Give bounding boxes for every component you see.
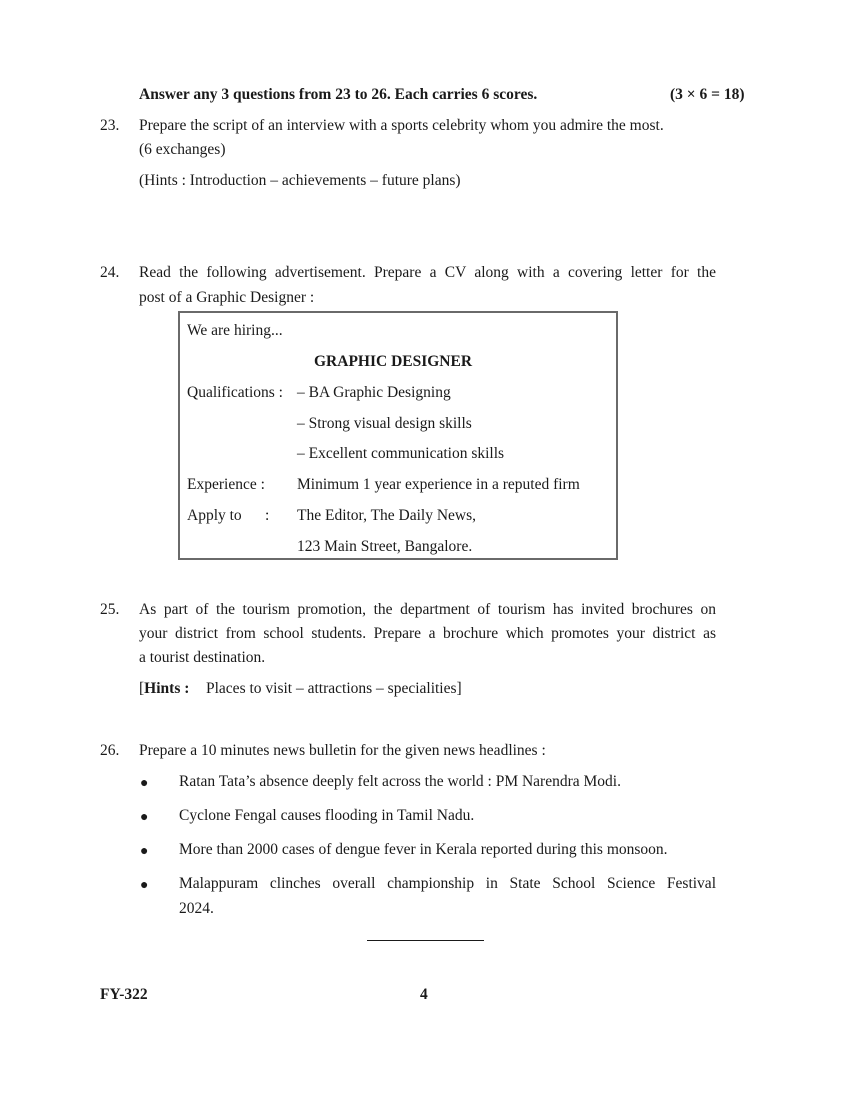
question-25-line3: a tourist destination. (139, 649, 266, 666)
ad-qualification-item: – Strong visual design skills (297, 415, 472, 432)
hints-label: Hints : (144, 680, 190, 697)
question-26-text: Prepare a 10 minutes news bulletin for the given news headlines : (139, 742, 546, 759)
hints-open-bracket: [ (139, 680, 145, 697)
page-number: 4 (420, 986, 428, 1003)
ad-qualifications-label: Qualifications : (187, 384, 283, 401)
question-number-23: 23. (100, 117, 120, 134)
question-25-line2: your district from school students. Prepare a brochure which promotes your district as (139, 625, 716, 642)
headline-item: Malappuram clinches overall championship in State School Science Festival (179, 875, 716, 892)
headline-item-continued: 2024. (179, 900, 214, 917)
question-number-24: 24. (100, 264, 120, 281)
ad-title: GRAPHIC DESIGNER (314, 353, 473, 370)
ad-qualification-item: – BA Graphic Designing (297, 384, 451, 401)
ad-experience-value: Minimum 1 year experience in a reputed firm (297, 476, 580, 493)
bullet-icon: ● (140, 776, 149, 791)
question-number-25: 25. (100, 601, 120, 618)
question-23-text: Prepare the script of an interview with a sports celebrity whom you admire the most. (139, 117, 664, 134)
ad-opening: We are hiring... (187, 322, 283, 339)
question-25-hints (139, 680, 189, 698)
end-rule (367, 940, 484, 941)
question-24-line2: post of a Graphic Designer : (139, 289, 315, 306)
footer-code: FY-322 (100, 986, 148, 1003)
question-25-line1: As part of the tourism promotion, the department of tourism has invited brochures on (139, 601, 716, 618)
ad-experience-label: Experience : (187, 476, 265, 493)
bullet-icon: ● (140, 844, 149, 859)
bullet-icon: ● (140, 878, 149, 893)
section-instruction: Answer any 3 questions from 23 to 26. Each carries 6 scores. (139, 86, 538, 103)
question-25-hints-text: Places to visit – attractions – specialities] (206, 680, 462, 697)
ad-apply-label: Apply to (187, 507, 242, 524)
ad-apply-colon: : (265, 507, 270, 524)
ad-apply-line2: 123 Main Street, Bangalore. (297, 538, 473, 555)
headline-item: Cyclone Fengal causes flooding in Tamil Nadu. (179, 807, 475, 824)
ad-qualification-item: – Excellent communication skills (297, 445, 505, 462)
headline-item: More than 2000 cases of dengue fever in Kerala reported during this monsoon. (179, 841, 668, 858)
question-number-26: 26. (100, 742, 120, 759)
section-marks: (3 × 6 = 18) (670, 86, 745, 103)
question-23-hints: (Hints : Introduction – achievements – future plans) (139, 172, 461, 189)
question-24-line1: Read the following advertisement. Prepare a CV along with a covering letter for the (139, 264, 716, 281)
ad-apply-line1: The Editor, The Daily News, (297, 507, 477, 524)
headline-item: Ratan Tata’s absence deeply felt across the world : PM Narendra Modi. (179, 773, 621, 790)
question-23-exchanges: (6 exchanges) (139, 141, 226, 158)
bullet-icon: ● (140, 810, 149, 825)
